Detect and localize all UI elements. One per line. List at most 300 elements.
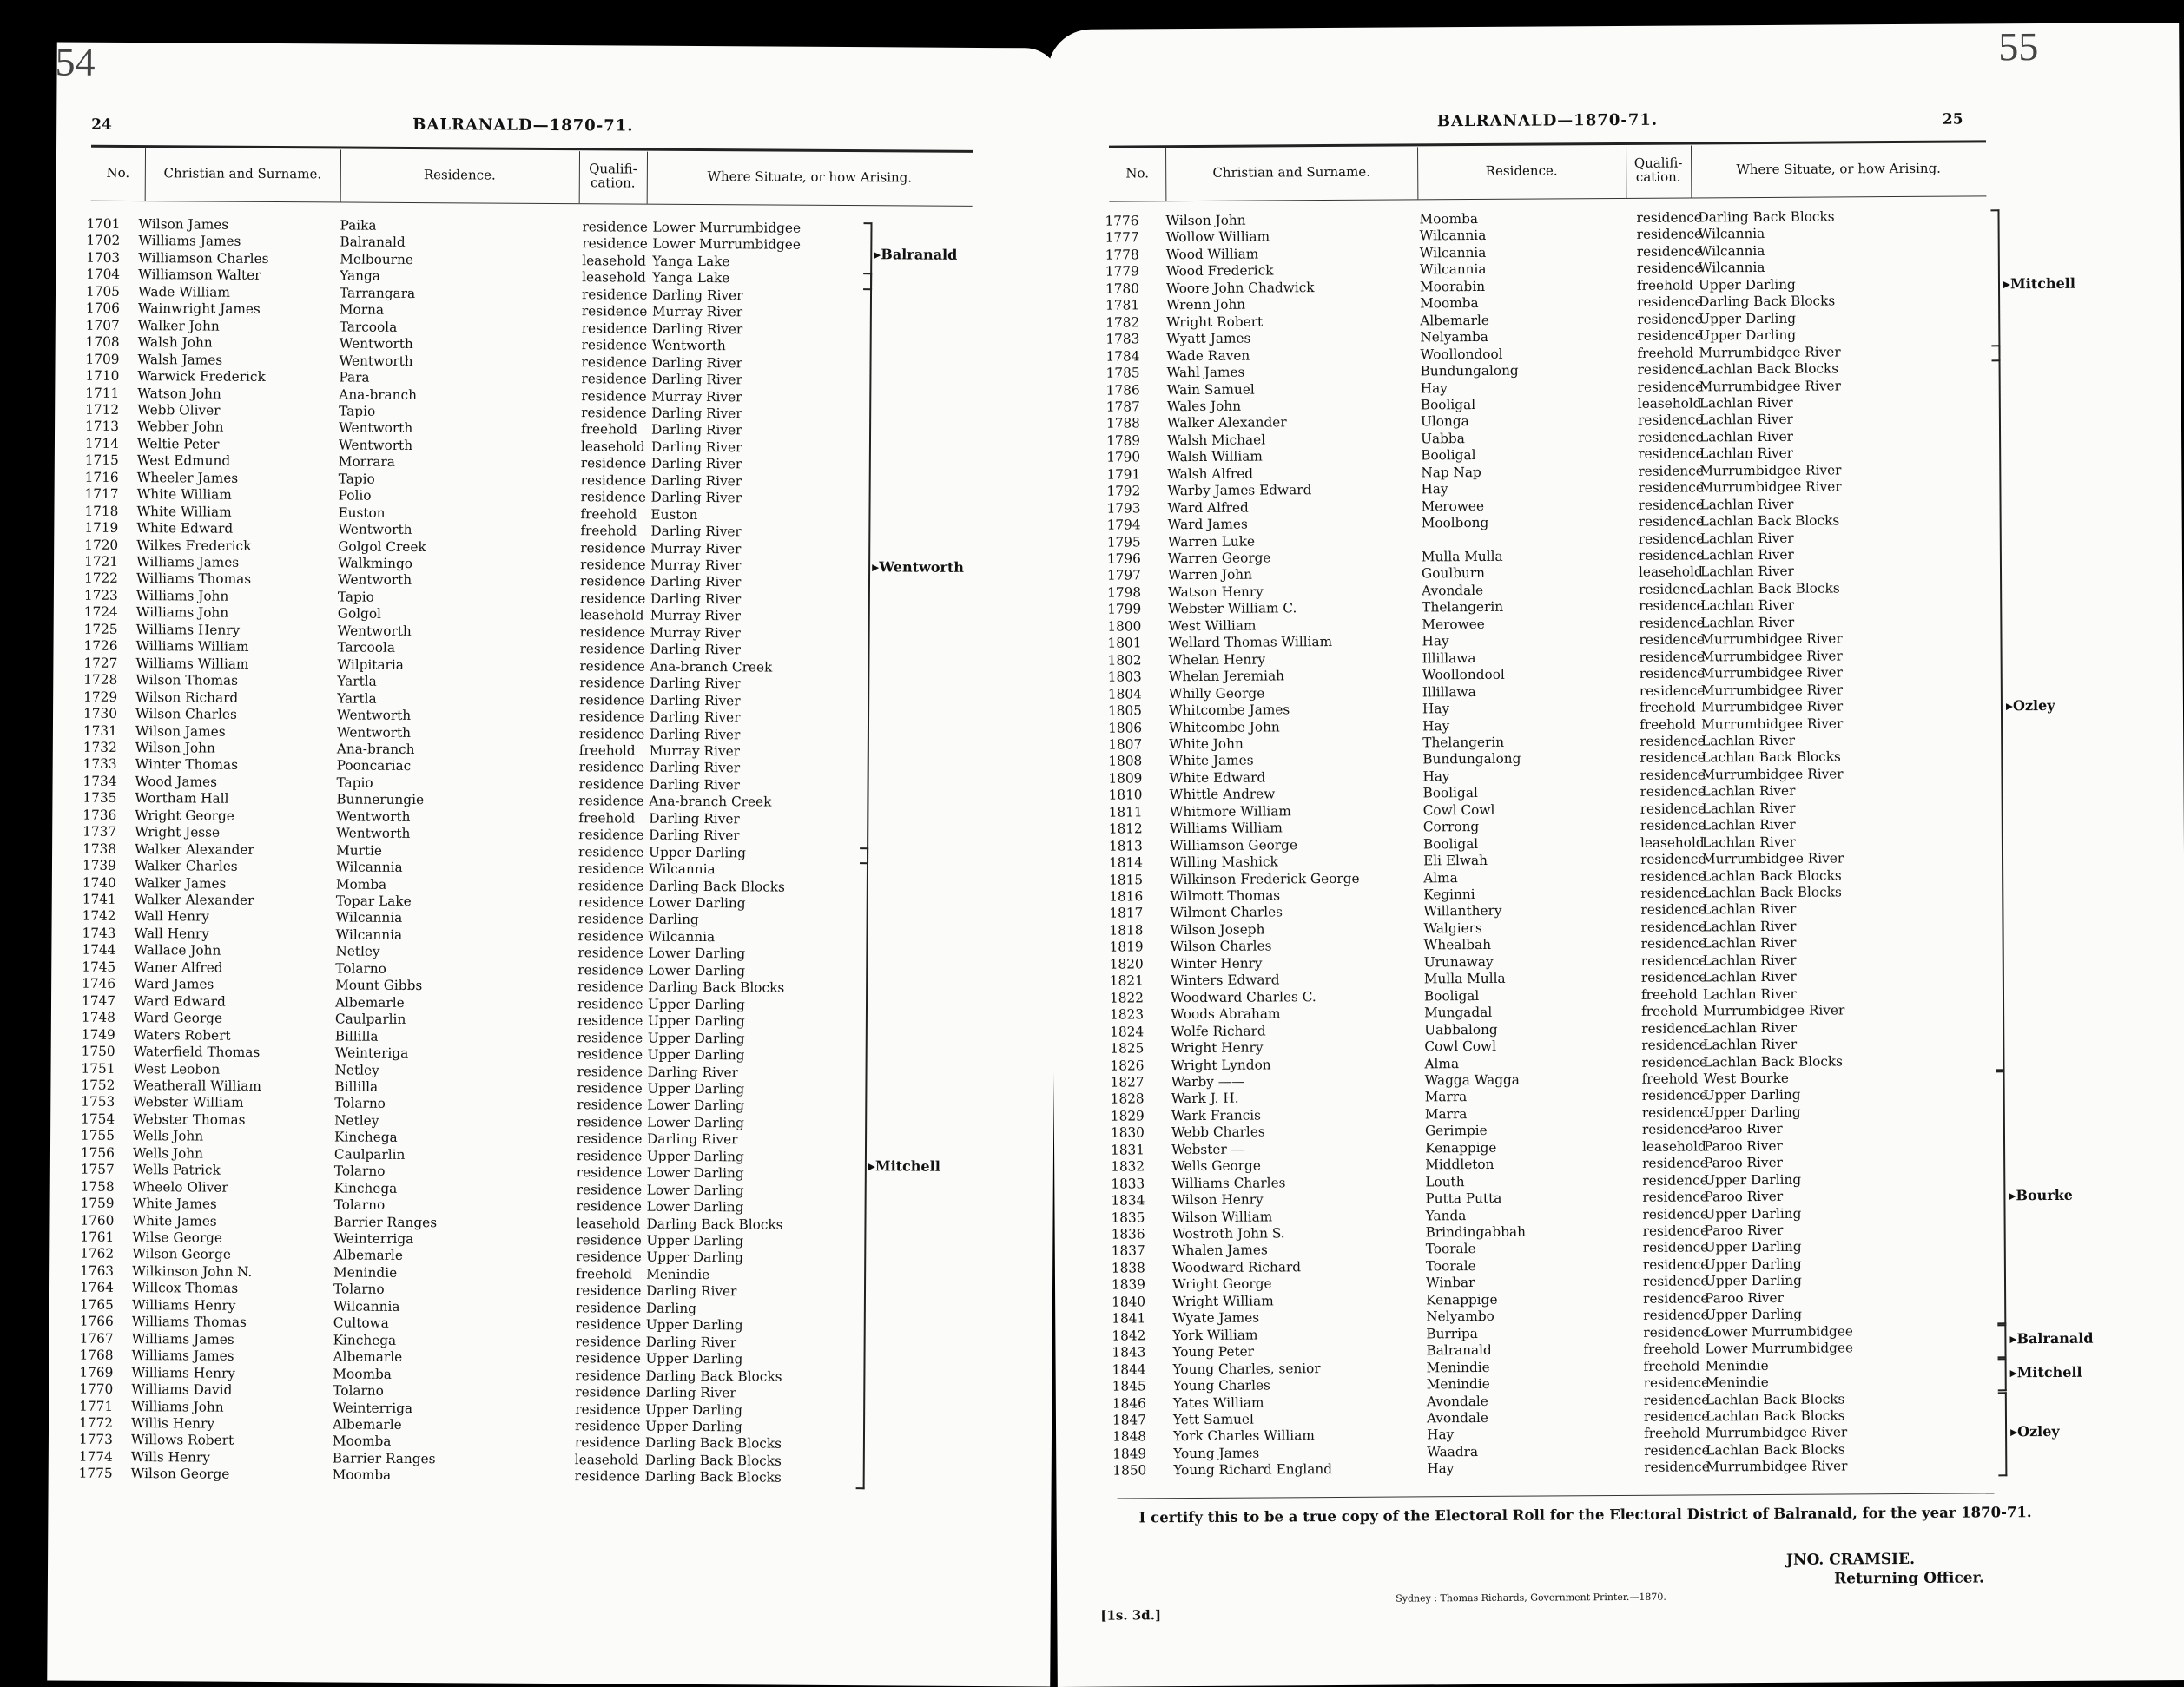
elector-where-situate: Lachlan Back Blocks: [1699, 360, 1839, 377]
elector-residence: Wentworth: [340, 336, 413, 353]
elector-name: Wilson Charles: [1171, 939, 1272, 955]
elector-name: Wheeler James: [137, 470, 239, 486]
elector-qualification: freehold: [1640, 716, 1696, 732]
elector-qualification: freehold: [1637, 277, 1693, 293]
elector-name: Walker Alexander: [1167, 415, 1287, 432]
elector-residence: Hay: [1421, 380, 1448, 396]
elector-name: Winter Henry: [1171, 955, 1263, 972]
elector-residence: Melbourne: [340, 251, 413, 267]
elector-name: Wade William: [138, 284, 230, 300]
elector-qualification: residence: [580, 624, 646, 640]
elector-where-situate: Lachlan River: [1700, 615, 1794, 631]
elector-qualification: residence: [1638, 497, 1704, 512]
elector-number: 1701: [86, 216, 120, 232]
elector-residence: Tolarno: [333, 1383, 384, 1399]
elector-name: Wells John: [133, 1128, 203, 1143]
elector-residence: Tapio: [339, 471, 375, 486]
elector-where-situate: Lachlan Back Blocks: [1706, 1407, 1845, 1424]
elector-name: Wells Patrick: [133, 1162, 221, 1178]
elector-number: 1785: [1106, 365, 1140, 380]
elector-qualification: residence: [577, 1080, 643, 1096]
elector-where-situate: Lower Murrumbidgee: [1705, 1323, 1853, 1340]
elector-qualification: residence: [575, 1367, 641, 1383]
elector-qualification: residence: [1644, 1392, 1710, 1407]
elector-where-situate: Darling River: [650, 726, 741, 742]
elector-where-situate: Darling River: [650, 777, 741, 794]
elector-name: Wood Frederick: [1166, 263, 1274, 280]
elector-residence: Wilcannia: [1420, 261, 1487, 277]
elector-where-situate: Lower Darling: [647, 1115, 744, 1131]
elector-name: Ward James: [134, 976, 214, 992]
elector-name: Warren George: [1168, 550, 1271, 566]
elector-qualification: freehold: [580, 523, 637, 538]
elector-qualification: residence: [1637, 260, 1703, 276]
elector-name: Walsh James: [137, 352, 222, 368]
elector-qualification: residence: [1639, 581, 1705, 596]
elector-name: Wilse George: [132, 1229, 222, 1246]
elector-number: 1843: [1112, 1344, 1145, 1360]
elector-qualification: residence: [576, 1283, 642, 1299]
elector-qualification: residence: [580, 540, 646, 556]
elector-name: Williams John: [136, 604, 229, 621]
elector-number: 1808: [1108, 754, 1142, 769]
elector-number: 1825: [1110, 1040, 1144, 1056]
elector-number: 1805: [1108, 702, 1142, 718]
elector-residence: Murtie: [336, 842, 382, 858]
elector-residence: Walgiers: [1423, 920, 1481, 936]
elector-where-situate: Lachlan River: [1703, 1019, 1797, 1036]
elector-name: Warby ——: [1171, 1074, 1245, 1091]
elector-name: Williams William: [135, 638, 248, 655]
elector-qualification: residence: [1640, 801, 1706, 816]
elector-qualification: residence: [1641, 970, 1707, 985]
elector-number: 1842: [1112, 1328, 1145, 1343]
elector-number: 1761: [80, 1229, 114, 1245]
elector-qualification: residence: [578, 793, 644, 808]
elector-residence: Thelangerin: [1422, 735, 1504, 751]
elector-qualification: residence: [577, 1114, 643, 1130]
elector-qualification: leasehold: [1642, 1138, 1706, 1154]
elector-name: Wilson James: [135, 723, 226, 740]
elector-where-situate: Darling Back Blocks: [1699, 293, 1835, 310]
elector-qualification: residence: [1637, 243, 1703, 259]
elector-qualification: residence: [1639, 632, 1705, 648]
elector-number: 1768: [79, 1348, 113, 1363]
elector-qualification: residence: [582, 236, 648, 252]
elector-where-situate: Lachlan River: [1700, 597, 1794, 614]
elector-name: Williams Henry: [131, 1365, 235, 1381]
elector-where-situate: Menindie: [646, 1267, 709, 1282]
elector-where-situate: Paroo River: [1704, 1155, 1783, 1171]
elector-name: Young Richard England: [1173, 1461, 1332, 1478]
header-no: No.: [1109, 148, 1165, 199]
elector-where-situate: Upper Darling: [645, 1351, 742, 1367]
elector-where-situate: Lachlan River: [1703, 935, 1797, 952]
elector-number: 1767: [80, 1330, 114, 1346]
elector-name: Waterfield Thomas: [134, 1044, 261, 1060]
elector-where-situate: Darling: [649, 912, 699, 927]
electoral-roll-table: [1105, 208, 1998, 1532]
elector-name: Williams James: [131, 1348, 234, 1364]
header-name: Christian and Surname.: [1165, 147, 1417, 199]
elector-number: 1844: [1112, 1361, 1146, 1377]
elector-number: 1798: [1107, 584, 1141, 600]
elector-qualification: leasehold: [1639, 564, 1703, 580]
elector-name: Wilkinson Frederick George: [1170, 870, 1360, 886]
elector-name: Walker Alexander: [135, 892, 254, 908]
elector-number: 1713: [85, 418, 119, 434]
elector-qualification: residence: [1641, 1037, 1707, 1052]
header-name: Christian and Surname.: [145, 148, 340, 200]
elector-where-situate: Wilcannia: [1699, 243, 1765, 259]
elector-name: Wallace John: [134, 942, 221, 959]
elector-name: White James: [133, 1196, 217, 1212]
elector-qualification: residence: [576, 1300, 642, 1315]
elector-qualification: residence: [1643, 1324, 1709, 1340]
elector-qualification: freehold: [1640, 699, 1696, 715]
elector-number: 1790: [1106, 450, 1140, 465]
elector-name: Wall Henry: [134, 926, 208, 942]
elector-name: Watson Henry: [1168, 583, 1264, 600]
elector-qualification: residence: [577, 928, 643, 944]
elector-where-situate: Paroo River: [1704, 1138, 1783, 1155]
elector-name: Young Charles: [1173, 1378, 1270, 1394]
elector-qualification: residence: [577, 962, 643, 978]
elector-residence: Toorale: [1426, 1258, 1476, 1274]
elector-qualification: residence: [578, 912, 644, 927]
elector-where-situate: Murrumbidgee River: [1699, 344, 1840, 360]
elector-name: Willing Mashick: [1170, 853, 1278, 870]
elector-residence: Ana-branch: [339, 386, 417, 403]
elector-number: 1719: [84, 520, 118, 536]
elector-residence: Wilpitaria: [337, 656, 404, 672]
elector-number: 1835: [1111, 1209, 1145, 1225]
elector-number: 1801: [1107, 636, 1141, 651]
elector-qualification: residence: [578, 878, 644, 893]
elector-name: Wilkes Frederick: [136, 537, 251, 554]
district-label: ▸Bourke: [2009, 1187, 2073, 1203]
elector-name: Wilmont Charles: [1170, 905, 1283, 921]
elector-number: 1780: [1105, 280, 1139, 296]
header-residence: Residence.: [1417, 146, 1626, 197]
elector-where-situate: Murrumbidgee River: [1699, 378, 1841, 394]
elector-name: White James: [1169, 753, 1253, 769]
elector-where-situate: Darling River: [650, 642, 741, 658]
elector-number: 1794: [1107, 517, 1141, 532]
elector-name: Wilson Charles: [135, 706, 237, 722]
elector-number: 1748: [82, 1010, 115, 1025]
elector-name: Winter Thomas: [135, 756, 238, 773]
page-number: 25: [1943, 111, 1963, 129]
elector-where-situate: Upper Darling: [648, 996, 745, 1012]
elector-qualification: freehold: [576, 1266, 632, 1282]
elector-where-situate: Upper Darling: [1705, 1256, 1802, 1273]
elector-where-situate: Lachlan River: [1702, 817, 1796, 834]
elector-where-situate: Paroo River: [1705, 1290, 1784, 1307]
elector-number: 1705: [86, 283, 120, 299]
elector-name: Waner Alfred: [134, 959, 222, 976]
elector-number: 1772: [79, 1415, 113, 1431]
elector-qualification: residence: [1639, 547, 1705, 563]
elector-residence: Tolarno: [334, 1163, 386, 1179]
elector-qualification: residence: [581, 405, 647, 420]
elector-number: 1803: [1108, 669, 1142, 684]
elector-residence: Tolarno: [333, 1282, 385, 1297]
elector-name: Walsh John: [138, 334, 213, 351]
elector-where-situate: West Bourke: [1704, 1071, 1789, 1087]
elector-qualification: residence: [1640, 818, 1706, 834]
elector-qualification: residence: [1642, 1104, 1708, 1120]
elector-where-situate: Darling River: [646, 1334, 737, 1350]
elector-qualification: residence: [582, 337, 648, 353]
elector-residence: Yartla: [337, 690, 377, 706]
elector-name: Williams Henry: [136, 622, 241, 638]
elector-qualification: freehold: [1641, 986, 1698, 1002]
elector-where-situate: Ana-branch Creek: [650, 658, 772, 675]
elector-residence: Winbar: [1426, 1275, 1475, 1290]
elector-residence: Albemarle: [333, 1349, 402, 1365]
elector-name: Willcox Thomas: [132, 1280, 238, 1296]
elector-name: Webster William: [133, 1094, 243, 1110]
elector-number: 1813: [1109, 838, 1143, 853]
elector-number: 1831: [1111, 1142, 1145, 1157]
elector-qualification: freehold: [1644, 1358, 1700, 1374]
elector-where-situate: Lachlan River: [1702, 801, 1796, 817]
elector-where-situate: Upper Darling: [646, 1249, 743, 1266]
elector-name: Williams John: [136, 588, 229, 604]
elector-where-situate: Lachlan River: [1700, 563, 1794, 580]
elector-name: Yett Samuel: [1173, 1412, 1254, 1428]
elector-residence: Moomba: [1420, 295, 1479, 311]
elector-residence: Tolarno: [334, 1197, 386, 1213]
electoral-roll-table: [78, 216, 972, 1558]
elector-name: Wright Jesse: [135, 824, 220, 840]
elector-name: White William: [136, 504, 231, 520]
elector-number: 1733: [83, 756, 117, 772]
elector-name: Wheelo Oliver: [133, 1179, 228, 1196]
district-label: ▸Ozley: [2010, 1423, 2060, 1440]
elector-number: 1792: [1106, 484, 1140, 499]
elector-name: Wellard Thomas William: [1168, 634, 1332, 650]
elector-qualification: freehold: [579, 742, 636, 758]
elector-qualification: residence: [1643, 1274, 1709, 1289]
elector-residence: Merowee: [1422, 616, 1485, 632]
elector-name: Wilson Richard: [135, 689, 238, 706]
elector-residence: Mungadal: [1424, 1005, 1492, 1020]
elector-where-situate: Darling Back Blocks: [649, 878, 785, 894]
elector-name: Williams Thomas: [136, 570, 251, 587]
elector-qualification: freehold: [1641, 1004, 1698, 1019]
elector-where-situate: Lachlan River: [1699, 429, 1793, 445]
elector-name: Warren Luke: [1168, 533, 1255, 550]
elector-qualification: residence: [1637, 294, 1703, 310]
elector-number: 1746: [82, 976, 115, 992]
folio-number: 55: [1998, 23, 2038, 69]
elector-qualification: residence: [1642, 1088, 1708, 1104]
elector-qualification: residence: [1637, 311, 1703, 326]
elector-where-situate: Murray River: [650, 540, 741, 557]
elector-qualification: freehold: [1642, 1071, 1699, 1086]
elector-where-situate: Wilcannia: [648, 929, 715, 945]
elector-where-situate: Murrumbidgee River: [1699, 462, 1841, 478]
elector-residence: Marra: [1425, 1106, 1468, 1122]
elector-where-situate: Upper Darling: [645, 1419, 742, 1435]
district-label: ▸Wentworth: [872, 558, 964, 576]
elector-number: 1849: [1112, 1446, 1146, 1461]
elector-residence: Wentworth: [336, 826, 410, 842]
elector-qualification: residence: [576, 1232, 642, 1248]
elector-name: Wills Henry: [131, 1449, 210, 1466]
elector-residence: Woollondool: [1422, 667, 1505, 683]
elector-residence: Alma: [1424, 1056, 1459, 1071]
elector-where-situate: Paroo River: [1705, 1222, 1784, 1239]
elector-where-situate: Lachlan Back Blocks: [1703, 1053, 1843, 1070]
elector-where-situate: Murray River: [651, 388, 742, 405]
elector-number: 1827: [1111, 1074, 1145, 1090]
elector-residence: Albemarle: [333, 1248, 403, 1263]
elector-name: Watson John: [137, 386, 221, 402]
elector-name: Wilson Thomas: [135, 672, 238, 689]
elector-name: Williams James: [138, 234, 241, 250]
elector-residence: Bundungalong: [1422, 751, 1521, 768]
elector-where-situate: Upper Darling: [646, 1317, 743, 1334]
elector-number: 1821: [1110, 973, 1144, 989]
elector-residence: Wentworth: [337, 724, 411, 741]
header-qualification: Qualifi-cation.: [579, 151, 647, 201]
elector-number: 1783: [1105, 331, 1139, 346]
elector-name: Whalen James: [1172, 1242, 1268, 1259]
elector-qualification: residence: [1640, 666, 1706, 682]
elector-residence: Wilcannia: [335, 926, 402, 942]
elector-number: 1771: [79, 1398, 113, 1414]
elector-residence: Menindie: [333, 1264, 397, 1280]
elector-name: Wright Henry: [1171, 1040, 1263, 1057]
elector-residence: Booligal: [1423, 785, 1478, 801]
elector-number: 1751: [82, 1060, 115, 1076]
elector-qualification: residence: [1643, 1240, 1709, 1255]
elector-name: Wright George: [1172, 1276, 1272, 1293]
elector-residence: Goulburn: [1422, 565, 1485, 581]
elector-name: Webster Thomas: [133, 1111, 245, 1128]
elector-where-situate: Murrumbidgee River: [1706, 1459, 1847, 1475]
elector-name: Williams James: [132, 1331, 234, 1348]
elector-qualification: residence: [581, 388, 647, 404]
elector-qualification: residence: [581, 371, 647, 386]
elector-where-situate: Murray River: [650, 608, 741, 624]
elector-qualification: residence: [580, 557, 646, 572]
elector-name: Webb Oliver: [137, 402, 220, 418]
page-title: BALRANALD—1870-71.: [412, 115, 633, 135]
elector-residence: Kenappige: [1425, 1140, 1496, 1157]
elector-residence: Moomba: [1419, 211, 1478, 227]
elector-number: 1838: [1112, 1260, 1145, 1275]
elector-residence: Caulparlin: [335, 1012, 406, 1027]
elector-residence: Billilla: [335, 1028, 379, 1044]
elector-residence: Booligal: [1423, 836, 1478, 852]
elector-number: 1715: [85, 452, 119, 468]
elector-residence: Nelyambo: [1426, 1308, 1494, 1324]
elector-name: Wark Francis: [1171, 1107, 1261, 1124]
elector-qualification: residence: [581, 472, 647, 488]
elector-name: Wainwright James: [138, 300, 261, 317]
elector-name: Wilson George: [132, 1246, 231, 1262]
elector-residence: Wilcannia: [1420, 227, 1487, 243]
elector-name: Williams Henry: [132, 1297, 236, 1314]
elector-qualification: residence: [577, 1164, 643, 1180]
elector-number: 1721: [84, 554, 118, 570]
elector-qualification: residence: [577, 996, 643, 1012]
elector-residence: Wentworth: [338, 572, 412, 589]
elector-name: Woodward Richard: [1172, 1259, 1301, 1275]
elector-name: Winters Edward: [1171, 972, 1280, 989]
elector-number: 1847: [1112, 1412, 1146, 1427]
elector-name: Williams William: [135, 656, 248, 672]
elector-name: Young Charles, senior: [1173, 1361, 1321, 1377]
elector-name: Young James: [1173, 1445, 1259, 1461]
elector-number: 1766: [80, 1314, 114, 1329]
elector-residence: Booligal: [1421, 397, 1475, 412]
elector-residence: Wentworth: [336, 808, 410, 825]
elector-name: White William: [137, 486, 232, 503]
elector-number: 1770: [79, 1381, 113, 1397]
elector-where-situate: Euston: [650, 506, 697, 522]
elector-number: 1762: [80, 1246, 114, 1262]
elector-residence: Weinterriga: [333, 1400, 412, 1416]
elector-name: White John: [1169, 736, 1244, 753]
elector-name: Wrenn John: [1166, 297, 1245, 313]
elector-residence: Cowl Cowl: [1423, 802, 1495, 819]
elector-name: Wales John: [1167, 399, 1241, 415]
elector-name: Wilson Joseph: [1170, 921, 1264, 938]
elector-qualification: residence: [1640, 885, 1706, 900]
elector-where-situate: Lower Darling: [648, 962, 745, 979]
elector-residence: Uabbalong: [1424, 1021, 1498, 1038]
elector-qualification: residence: [1643, 1290, 1709, 1306]
elector-qualification: residence: [1641, 936, 1707, 952]
elector-name: Whelan Henry: [1169, 651, 1266, 668]
elector-qualification: residence: [578, 860, 644, 876]
elector-residence: Keginni: [1423, 886, 1475, 902]
elector-where-situate: Upper Darling: [1705, 1273, 1802, 1289]
elector-number: 1703: [86, 250, 120, 266]
elector-residence: Hay: [1427, 1460, 1454, 1476]
elector-name: Williams Thomas: [132, 1314, 247, 1330]
elector-qualification: residence: [1644, 1374, 1710, 1390]
elector-where-situate: Darling River: [649, 810, 740, 827]
elector-number: 1829: [1111, 1108, 1145, 1124]
header-qualification: Qualifi-cation.: [1626, 145, 1691, 195]
elector-where-situate: Lachlan River: [1703, 985, 1797, 1002]
elector-qualification: residence: [1638, 379, 1704, 394]
elector-number: 1837: [1112, 1243, 1145, 1259]
elector-residence: Cultowa: [333, 1315, 389, 1331]
elector-residence: Avondale: [1427, 1393, 1488, 1408]
elector-where-situate: Darling River: [647, 1131, 738, 1148]
elector-where-situate: Murrumbidgee River: [1701, 698, 1843, 715]
elector-where-situate: Murrumbidgee River: [1701, 766, 1843, 782]
elector-residence: Netley: [334, 1062, 379, 1077]
elector-name: Wilson John: [1165, 213, 1245, 229]
elector-where-situate: Lachlan River: [1699, 445, 1793, 462]
elector-name: Young Peter: [1172, 1344, 1254, 1361]
elector-where-situate: Paroo River: [1704, 1189, 1783, 1205]
elector-number: 1800: [1107, 618, 1141, 634]
elector-number: 1724: [84, 604, 118, 620]
elector-number: 1752: [81, 1077, 115, 1093]
elector-qualification: residence: [581, 354, 647, 370]
elector-residence: Mount Gibbs: [335, 978, 422, 994]
elector-number: 1731: [83, 722, 117, 738]
